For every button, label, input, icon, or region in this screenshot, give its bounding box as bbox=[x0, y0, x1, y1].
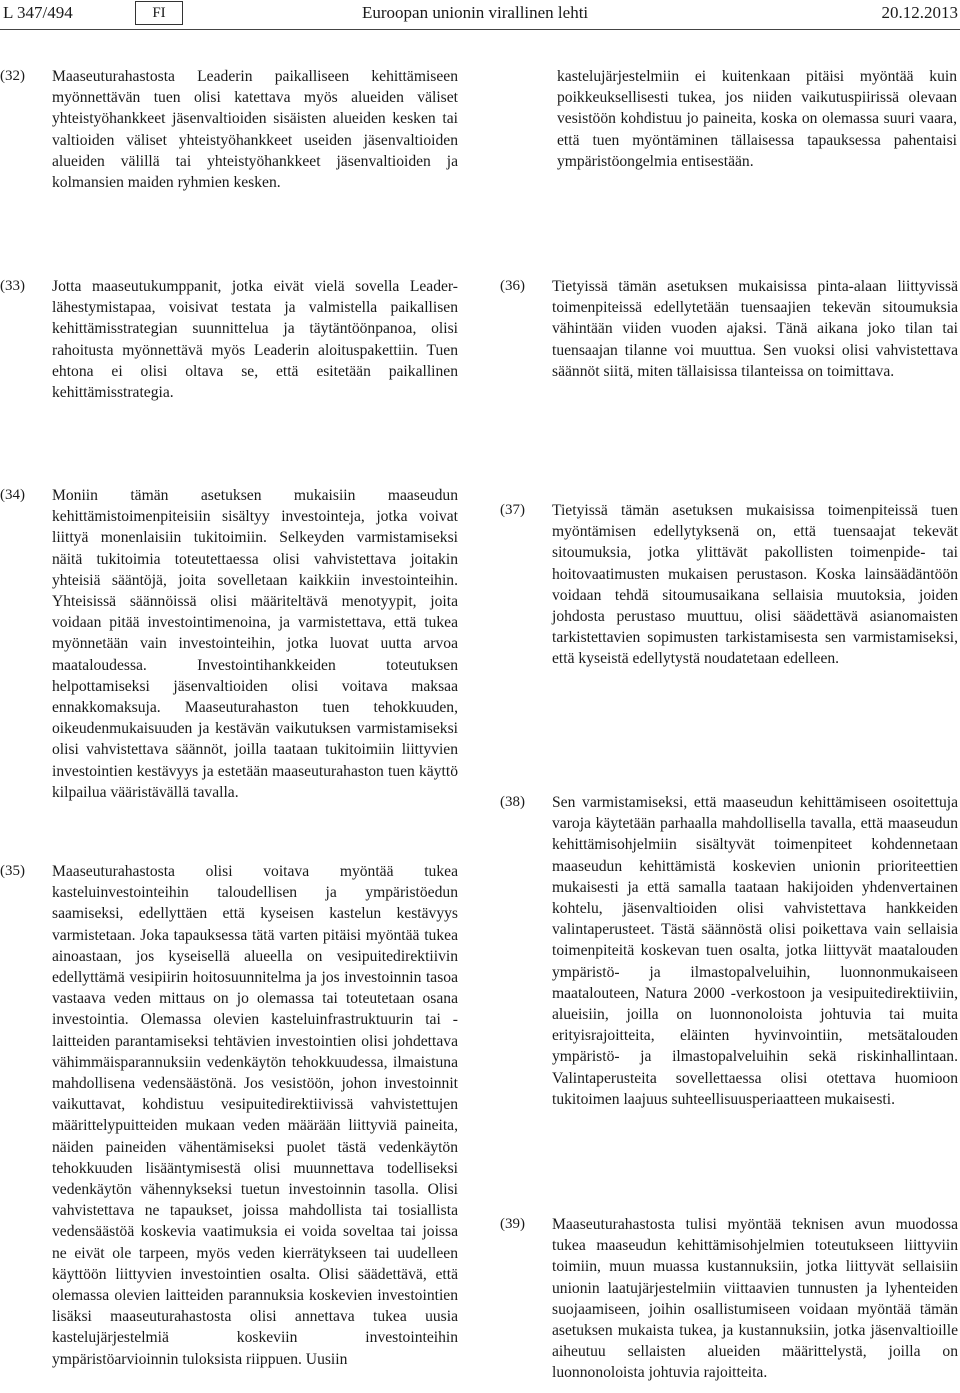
recital-text: Maaseuturahastosta Leaderin paikalliseen kehittämiseen myönnettävän tuen olisi katettava myös alueiden väliset yhteistyöhankkeet jäsenvaltioiden sisäisten alueiden kesken tai valtioiden väliset yhteistyöhankkeet useiden jäsenvaltioiden alueiden välillä tai yhteistyöhankkeet jäsenvaltioiden ja kolmansien maiden ryhmien kesken. bbox=[52, 68, 458, 192]
recital-number: (38) bbox=[500, 794, 525, 810]
recital-text: Tietyissä tämän asetuksen mukaisissa pinta-alaan liittyvissä toimenpiteissä edellytetään tuensaajien tekevän sitoumuksia vähintään viiden vuoden ajaksi. Tänä aikana joko tilan tai tuensaajan tilanne voi muuttua. Sen vuoksi olisi vahvistettava säännöt siitä, miten tällaisissa tilanteissa on toimittava. bbox=[552, 278, 958, 380]
recital-text: Maaseuturahastosta tulisi myöntää teknisen avun muodossa tukea maaseudun kehittämisohjelmien toteutukseen liittyviin toimiin, muun muassa kustannuksiin, jotka liittyvät sellaisiin unionin laatujärjestelmiin viittaavien tunnusten ja lyhenteiden suojaamiseen, joihin osallistumiseen voidaan myöntää tämän asetuksen mukaista tukea, ja kustannuksiin, jotka jäsenvaltioille aiheutuu sellaisten alueiden määrittelystä, joilla on luonnonoloista johtuvia rajoitteita. bbox=[552, 1216, 958, 1382]
recital-number: (37) bbox=[500, 502, 525, 518]
recital-text: Sen varmistamiseksi, että maaseudun kehittämiseen osoitettuja varoja käytetään parhaalla mahdollisella tavalla, että maaseudun kehittämisohjelmiin sisältyvät toimenpiteet kohdennetaan maaseudun kehittämistä koskevien unionin prioriteettien mukaisesti ja että samalla taataan hakijoiden yhdenvertainen kohtelu, jäsenvaltioiden olisi vahvistettava hankkeiden valintaperusteet. Tästä säännöstä olisi poikettava vain sellaisia toimenpiteitä koskevan tuen osalta, jotka liittyvät maatalouden ympäristö- ja ilmastopalveluihin, luonnonmukaiseen maatalouteen, Natura 2000 -verkostoon ja vesipuitedirektiiviin, alueisiin, joilla on luonnonoloista johtuvia tai muita erityisrajoitteita, eläinten hyvinvointiin, metsätalouden ympäristö- ja ilmastopalveluihin sekä riskinhallintaan. Valintaperusteita sovellettaessa olisi otettava huomioon tukitoimen laajuus suhteellisuusperiaatteen mukaisesti. bbox=[552, 794, 958, 1108]
journal-title: Euroopan unionin virallinen lehti bbox=[362, 3, 589, 22]
recital-number: (32) bbox=[0, 68, 25, 84]
recital-text: Jotta maaseutukumppanit, jotka eivät vielä sovella Leader-lähestymistapaa, voisivat testata ja valmistella paikallisen kehittämisstrategian suunnittelua ja täytäntöönpanoa, olisi rahoitusta myönnettävä myös Leaderin aloituspakettiin. Tuen ehtona ei olisi oltava se, että esitetään paikallinen kehittämisstrategia. bbox=[52, 278, 458, 402]
publication-date: 20.12.2013 bbox=[881, 3, 958, 22]
recital-text: Tietyissä tämän asetuksen mukaisissa toimenpiteissä tuen myöntämisen edellytyksenä on, että tuensaajat tekevät sitoumuksia, jotka ylittävät pakollisten toimenpide- tai hoitovaatimusten mukaisen perustason. Koska lainsäädäntöön voidaan tehdä sitoumusaikana sellaisia muutoksia, joiden johdosta perustaso muuttuu, olisi säädettävä asianomaisten tarkistettavien sopimusten tarkistamisesta sen varmistamiseksi, että kyseistä edellytystä noudatetaan edelleen. bbox=[552, 502, 958, 668]
recital-text: Maaseuturahastosta olisi voitava myöntää tukea kasteluinvestointeihin taloudellisen ja ympäristöedun saamiseksi, edellyttäen että kyseisen kastelun kestävyys varmistetaan. Joka tapauksessa tätä varten pitäisi myöntää tukea ainoastaan, jos kyseisellä alueella on vesipuitedirektiivin edellyttämä vesipiirin hoitosuunnitelma ja jos investoinnin tasoa vastaava veden mittaus on jo olemassa tai toteutetaan osana investointia. Olemassa olevien kasteluinfrastruktuurin tai -laitteiden parantamiseksi tehtävien investointien olisi johdettava vähimmäisparannuksiin vedenkäytön tehokkuudessa, ilmaistuna mahdollisena vedensäästönä. Jos vesistöön, johon investoinnit vaikuttavat, kohdistuu vesipuitedirektiivissä vahvistettujen määrittelypuitteiden mukaan veden määrään liittyviä paineita, näiden paineiden vähentämiseksi puolet tästä vedenkäytön tehokkuuden lisääntymisestä olisi muunnettava todelliseksi vedenkäytön vähennykseksi tuetun investoinnin tasolla. Olisi vahvistettava ne tapaukset, joissa mahdollista tai tosiallista vedensäästöä koskevia vaatimuksia ei voida soveltaa tai joissa ne eivät ole tarpeen, myös veden kierrätykseen tai uudelleen käyttöön liittyvien investointien osalta. Olisi säädettävä, että olemassa olevien laitteiden parannuksia koskevien investointien lisäksi maaseuturahastosta olisi annettava tukea uusia kastelujärjestelmiä koskeviin investointeihin ympäristöarvioinnin tuloksista riippuen. Uusiin bbox=[52, 863, 458, 1368]
recital-number: (39) bbox=[500, 1216, 525, 1232]
recital-number: (33) bbox=[0, 278, 25, 294]
header-rule bbox=[0, 29, 960, 30]
recital-number: (35) bbox=[0, 863, 25, 879]
page-number: L 347/494 bbox=[3, 3, 73, 22]
recital-number: (36) bbox=[500, 278, 525, 294]
recital-number: (34) bbox=[0, 487, 25, 503]
page-header bbox=[0, 0, 960, 28]
recital-text: Moniin tämän asetuksen mukaisiin maaseudun kehittämistoimenpiteisiin sisältyy investointeja, jotka voivat liittyä monenlaisiin tukitoimiin. Selkeyden varmistamiseksi näitä tukitoimia toteutettaessa olisi vahvistettava joitakin yhteisiä sääntöjä, joita sovelletaan kaikkiin investointeihin. Yhteisissä säännöissä olisi määriteltävä menotyypit, joita voidaan pitää investointimenoina, ja varmistettava, että tukea myönnetään vain investointeihin, jotka luovat uutta arvoa maataloudessa. Investointihankkeiden toteutuksen helpottamiseksi jäsenvaltioiden olisi voitava maksaa ennakkomaksuja. Maaseuturahaston tuen tehokkuuden, oikeudenmukaisuuden ja kestävän vaikutuksen varmistamiseksi olisi vahvistettava säännöt, joilla taataan tukitoimiin liittyvien investointien kestävyys ja estetään maaseuturahaston tuen käyttö kilpailua vääristävällä tavalla. bbox=[52, 487, 458, 801]
recital-text: kastelujärjestelmiin ei kuitenkaan pitäisi myöntää kuin poikkeuksellisesti tukea, jos niiden vaikutuspiirissä olevaan vesistöön kohdistuu jo paineita, koska on olemassa suuri vaara, että tuen myöntäminen tällaisessa tapauksessa pahentaisi ympäristöongelmia entisestään. bbox=[557, 68, 957, 170]
language-badge: FI bbox=[135, 1, 183, 25]
